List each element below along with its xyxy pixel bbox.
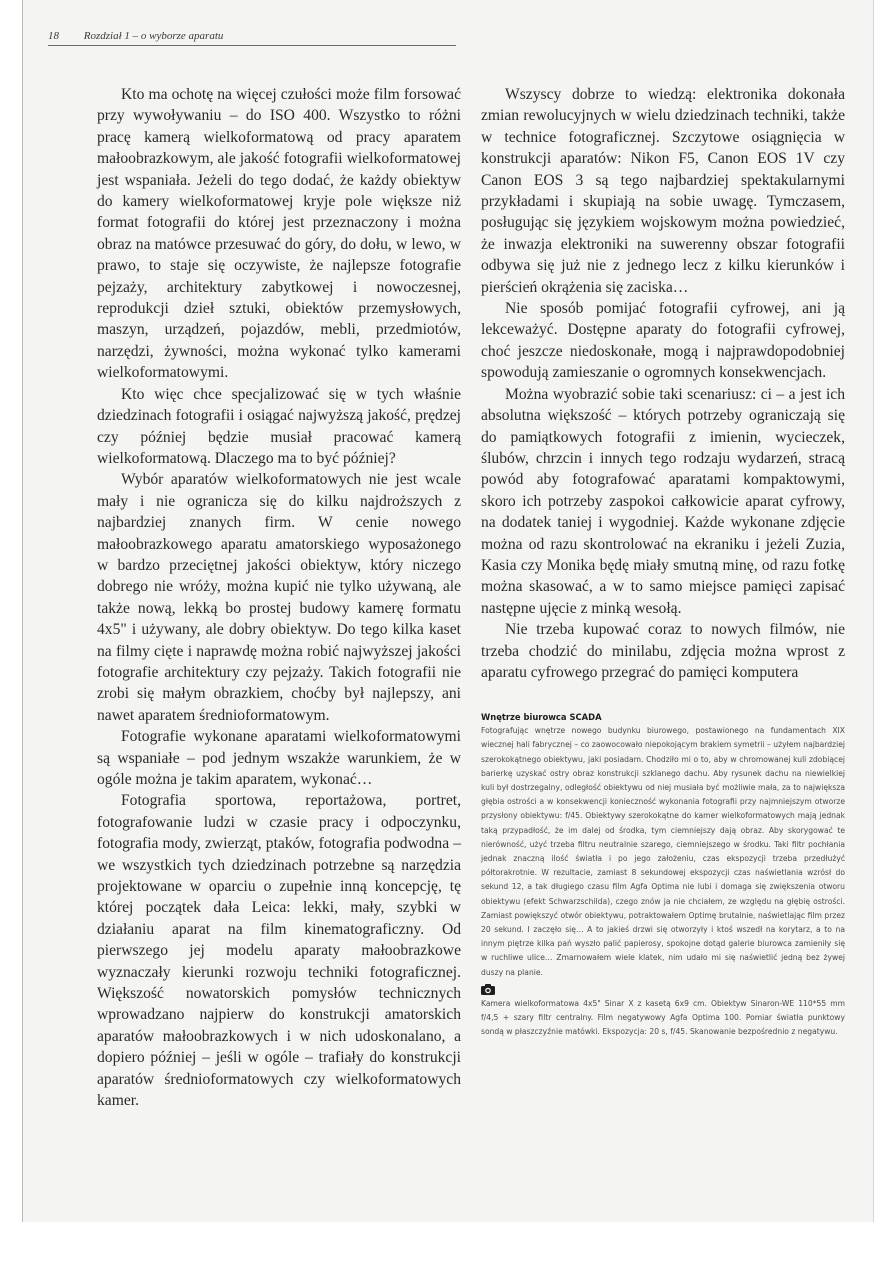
page-bottom-margin xyxy=(22,1222,873,1263)
paragraph: Wybór aparatów wielkoformatowych nie jest wcale mały i nie ogranicza się do kilku najdroższych z najbardziej znanych firm. W cenie nowego małoobrazkowego aparatu amatorskiego wyposażonego w bardzo przeciętnej jakości obiektyw, który niczego dobrego nie wróży, można kupić nie tylko używaną, ale także nową, lekką bo prostej budowy kamerę formatu 4x5" i używany, ale dobry obiektyw. Do tego kilka kaset na filmy cięte i naprawdę można robić najwyższej jakości fotografie architektury czy pejzaży. Takich fotografii nie zrobi się małym obrazkiem, choćby był najlepszy, ani nawet aparatem średnioformatowym. xyxy=(97,471,461,724)
paragraph: Nie trzeba kupować coraz to nowych filmów, nie trzeba chodzić do minilabu, zdjęcia można wprost z aparatu cyfrowego przegrać do pamięci komputera xyxy=(481,621,845,681)
paragraph: Wszyscy dobrze to wiedzą: elektronika dokonała zmian rewolucyjnych w wielu dziedzinach techniki, także w technice fotograficznej. Szczytowe osiągnięcia w konstrukcji aparatów: Nikon F5, Canon EOS 1V czy Canon EOS 3 są tego najbardziej spektakularnymi przykładami i skupiają na sobie uwagę. Tymczasem, posługując się językiem wojskowym można powiedzieć, że inwazja elektroniki na suwerenny obszar fotografii odbywa się już nie z jednego lecz z kilku kierunków i pierścień okrążenia się zaciska… xyxy=(481,86,845,296)
paragraph: Kto ma ochotę na więcej czułości może film forsować przy wywoływaniu – do ISO 400. Wszystko to różni pracę kamerą wielkoformatową od pracy aparatem małoobrazkowym, ale jakość fotografii wielkoformatowej jest wspaniała. Jeżeli do tego dodać, że każdy obiektyw do kamery wielkoformatowej kryje pole większe niż format fotografii do której jest przeznaczony i można obraz na matówce przesuwać do góry, do dołu, w lewo, w prawo, to staje się oczywiste, że najlepsze fotografie pejzaży, architektury zabytkowej i nowoczesnej, reprodukcji dzieł sztuki, obiektów przemysłowych, maszyn, urządzeń, pojazdów, mebli, przedmiotów, narzędzi, żywności, można wykonać tylko kamerami wielkoformatowymi. xyxy=(97,86,461,382)
caption-specs: Kamera wielkoformatowa 4x5" Sinar X z kasetą 6x9 cm. Obiektyw Sinaron-WE 110*55 mm f/4,5 + szary filtr centralny. Film negatywowy Agfa Optima 100. Pomiar światła punktowy sondą w płaszczyźnie matówki. Ekspozycja: 20 s, f/45. Skanowanie bezpośrednio z negatywu. xyxy=(481,998,845,1037)
camera-icon xyxy=(481,984,495,995)
paragraph: Nie sposób pomijać fotografii cyfrowej, ani ją lekceważyć. Dostępne aparaty do fotografii cyfrowej, choć jeszcze niedoskonałe, mogą i najprawdopodobniej spowodują zamieszanie o ogromnych konsekwencjach. xyxy=(481,300,845,382)
right-column xyxy=(481,84,845,683)
paragraph: Kto więc chce specjalizować się w tych właśnie dziedzinach fotografii i osiągać najwyższą jakość, prędzej czy później będzie musiał pracować kamerą wielkoformatową. Dlaczego ma to być później? xyxy=(97,385,461,467)
photo-caption xyxy=(481,710,845,1039)
paragraph: Fotografie wykonane aparatami wielkoformatowymi są wspaniałe – pod jednym wszakże warunkiem, że w ogóle można je takim aparatem, wykonać… xyxy=(97,728,461,788)
caption-title: Wnętrze biurowca SCADA xyxy=(481,712,602,722)
left-column xyxy=(97,84,461,1112)
chapter-title: Rozdział 1 – o wyborze aparatu xyxy=(83,30,224,42)
running-header xyxy=(48,30,456,46)
paragraph: Fotografia sportowa, reportażowa, portret, fotografowanie ludzi w czasie pracy i odpoczynku, fotografia mody, zwierząt, ptaków, fotografia podwodna – we wszystkich tych dziedzinach potrzebne są narzędzia projektowane w oparciu o zupełnie inną koncepcję, tę której początek dała Leica: lekki, mały, szybki w działaniu aparat na film kinematograficzny. Od pierwszego jej modelu aparaty małoobrazkowe wyznaczały kierunki rozwoju techniki fotograficznej. Większość nowatorskich pomysłów technicznych wprowadzano najpierw do konstrukcji amatorskich aparatów małoobrazkowych i w nich udoskonalano, a dopiero później – jeśli w ogóle – trafiały do konstrukcji aparatów średnioformatowych czy wielkoformatowych kamer. xyxy=(97,792,461,1110)
page-number: 18 xyxy=(48,30,59,42)
caption-body: Fotografując wnętrze nowego budynku biurowego, postawionego na fundamentach XIX wiecznej hali fabrycznej – co zaowocowało niepokojącym brakiem symetrii – użyłem najbardziej szerokokątnego obiektywu, jaki posiadam. Chodziło mi o to, aby w chromowanej kuli zdobiącej barierkę uzyskać ostry obraz konstrukcji szklanego dachu. Aby rysunek dachu na niewielkiej kuli był dostrzegalny, odległość obiektywu od niej musiała być możliwie mała, za to największa głębia ostrości a w konsekwencji konieczność wykonania fotografii przy najmniejszym otworze przysłony obiektywu: f/45. Obiektywy szerokokątne do kamer wielkoformatowych mają jednak taką przypadłość, że im dalej od środka, tym ciemniejszy dają obraz. Aby skorygować te nierówność, użyć trzeba filtru neutralnie szarego, ciemniejszego w środku. Taki filtr pochłania jednak znaczną ilość światła i po jego założeniu, czas ekspozycji trzeba przedłużyć półtorakrotnie. W rezultacie, zamiast 8 sekundowej ekspozycji czas naświetlania wzrósł do sekund 12, a tak długiego czasu film Agfa Optima nie lubi i domaga się zwiększenia otworu obiektywu (efekt Schwarzschilda), czego znów ja nie chciałem, ze względu na głębię ostrości. Zamiast powiększyć otwór obiektywu, potraktowałem Optimę brutalnie, naświetlając film przez 20 sekund. I zaczęło się… A to jakieś drzwi się otworzyły i ktoś wszedł na korytarz, a to na innym piętrze kilka pań wyszło palić papierosy, spokojne dotąd galerie biurowca zamieniły się w ruchliwe ulice… Zmarnowałem wiele klatek, nim udało mi się naświetlić jedną bez żywej duszy na planie. xyxy=(481,726,845,977)
paragraph: Można wyobrazić sobie taki scenariusz: ci – a jest ich absolutna większość – których potrzeby ograniczają się do pamiątkowych fotografii z imienin, wycieczek, ślubów, chrzcin i innych tego rodzaju wydarzeń, stracą powód aby fotografować aparatami kompaktowymi, skoro ich potrzeby zaspokoi całkowicie aparat cyfrowy, na dodatek taniej i wygodniej. Każde wykonane zdjęcie można od razu skontrolować na ekraniku i jeżeli Zuzia, Kasia czy Monika będę miały smutną minę, od razu fotkę można skasować, a w to samo miejsce pamięci zapisać następne ujęcie z minką wesołą. xyxy=(481,385,845,617)
